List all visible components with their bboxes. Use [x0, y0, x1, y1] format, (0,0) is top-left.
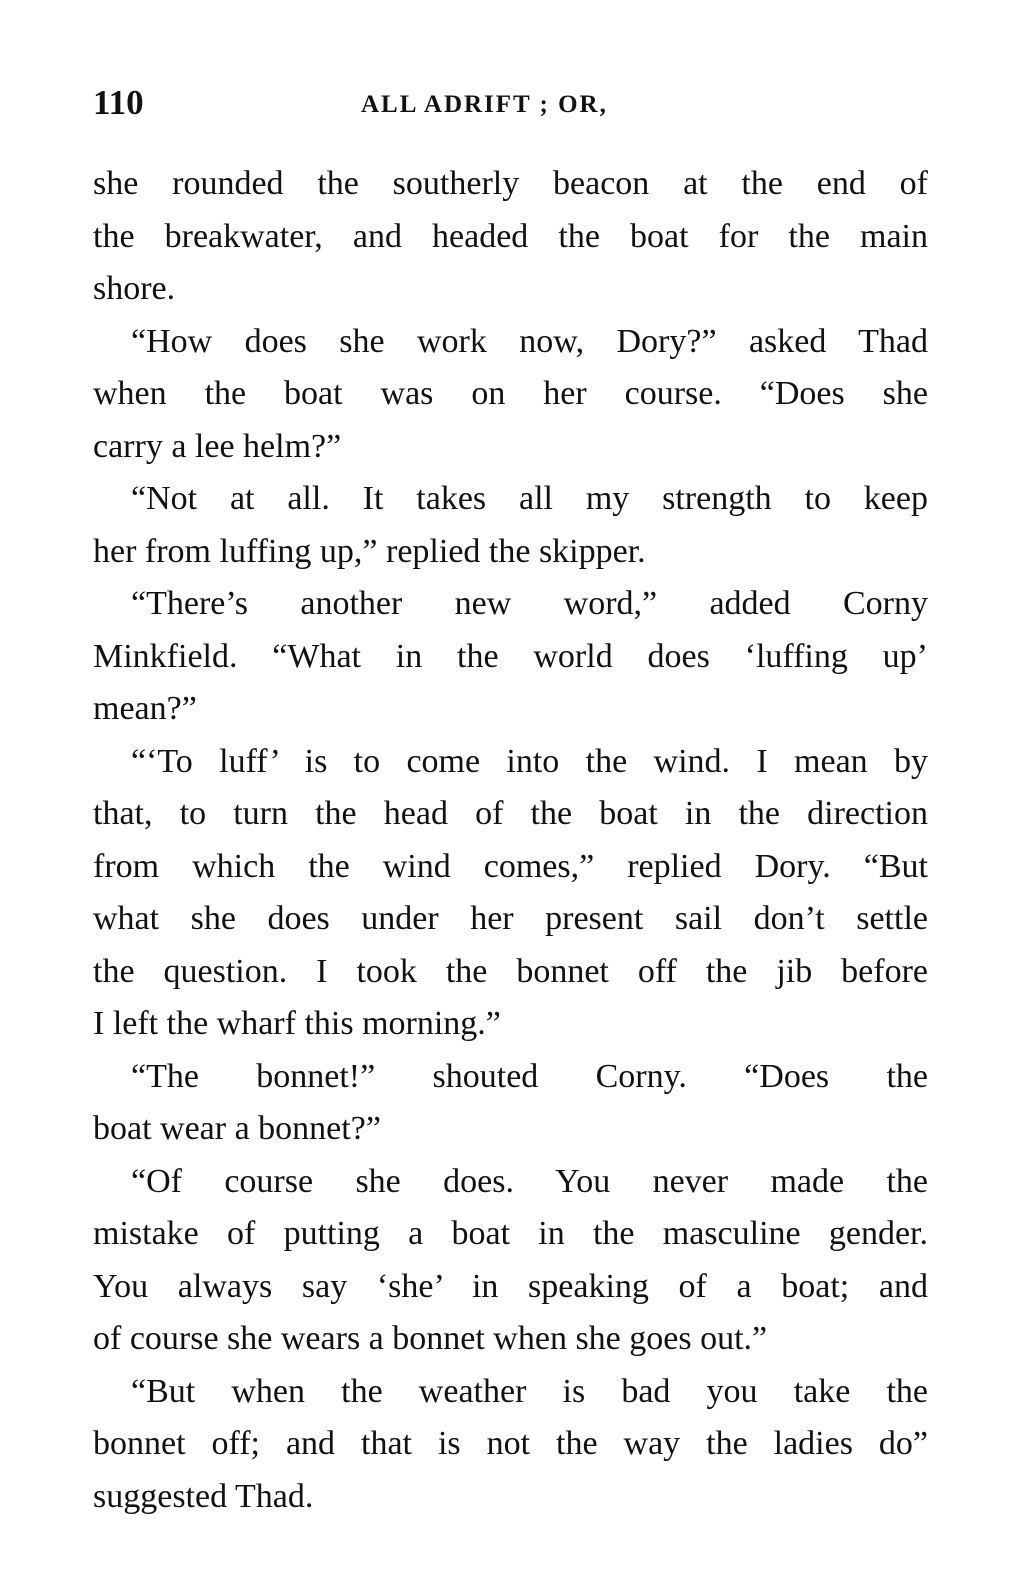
text-line: suggested Thad. — [93, 1477, 314, 1515]
body-text — [93, 158, 928, 1523]
running-head: ALL ADRIFT ; OR, — [361, 91, 608, 118]
text-line: mean?” — [93, 690, 197, 727]
text-line: boat wear a bonnet?” — [93, 1110, 381, 1147]
text-line: “‘To luff’ is to come into the wind. I mean by — [131, 742, 928, 780]
page-number: 110 — [93, 83, 144, 122]
page-header — [93, 78, 928, 128]
text-line: of course she wears a bonnet when she goes out.” — [93, 1320, 768, 1357]
text-line: what she does under her present sail don’t settle — [93, 900, 928, 937]
text-line: “There’s another new word,” added Corny — [131, 585, 928, 622]
text-line: “Of course she does. You never made the — [131, 1162, 928, 1200]
text-line: “Not at all. It takes all my strength to keep — [131, 480, 928, 517]
text-line: “How does she work now, Dory?” asked Thad — [131, 322, 928, 360]
text-line: bonnet off; and that is not the way the ladies do” — [93, 1425, 928, 1462]
text-line: that, to turn the head of the boat in the direction — [93, 795, 928, 832]
text-line: carry a lee helm?” — [93, 427, 342, 465]
text-line: “But when the weather is bad you take the — [131, 1372, 928, 1410]
text-line: the question. I took the bonnet off the jib before — [93, 952, 928, 990]
text-line: she rounded the southerly beacon at the end of — [93, 165, 928, 202]
text-line: the breakwater, and headed the boat for the main — [93, 217, 928, 255]
text-line: “The bonnet!” shouted Corny. “Does the — [131, 1057, 928, 1095]
text-line: mistake of putting a boat in the masculine gender. — [93, 1215, 928, 1252]
text-line: from which the wind comes,” replied Dory. “But — [93, 847, 928, 885]
text-line: shore. — [93, 270, 176, 307]
text-line: You always say ‘she’ in speaking of a boat; and — [93, 1267, 928, 1305]
text-line: when the boat was on her course. “Does she — [93, 375, 928, 412]
text-line: I left the wharf this morning.” — [93, 1005, 501, 1042]
text-line: Minkfield. “What in the world does ‘luffing up’ — [93, 637, 928, 675]
text-line: her from luffing up,” replied the skipper. — [93, 532, 646, 570]
